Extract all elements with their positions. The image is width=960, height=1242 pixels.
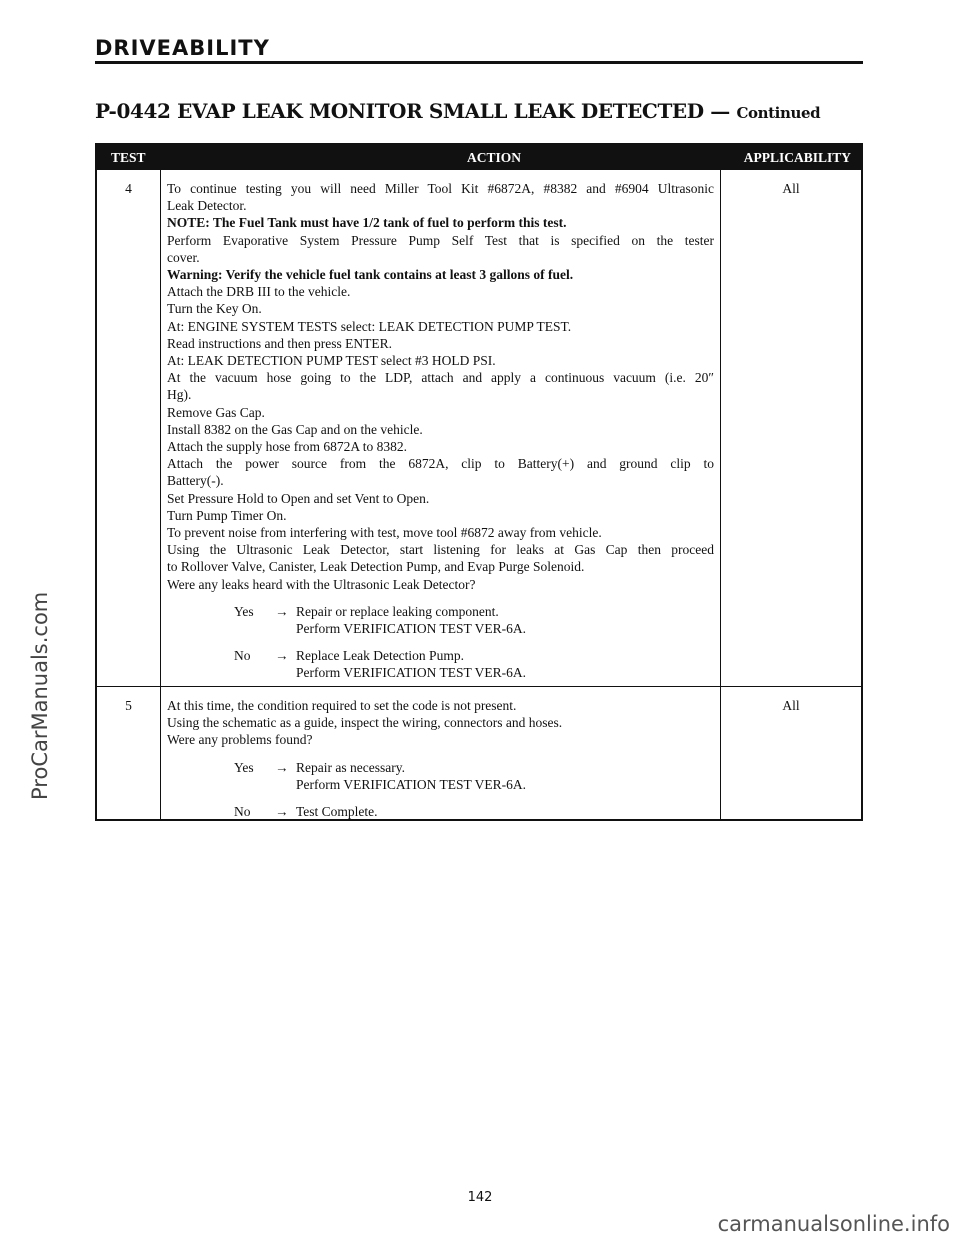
- choice-no: [161, 647, 720, 681]
- action-line: Were any problems found?: [167, 732, 313, 748]
- page-title-main: P-0442 EVAP LEAK MONITOR SMALL LEAK DETECTED —: [95, 99, 730, 123]
- table-row-test-5: [97, 687, 861, 819]
- action-line: Set Pressure Hold to Open and set Vent to Open.: [167, 490, 430, 506]
- action-lines: [161, 697, 720, 749]
- action-line: NOTE: The Fuel Tank must have 1/2 tank of fuel to perform this test.: [167, 215, 567, 231]
- applicability-value: All: [782, 181, 800, 196]
- choice-option: No: [234, 647, 251, 663]
- table-row-test-4: [97, 170, 861, 686]
- action-line: Turn Pump Timer On.: [167, 507, 287, 523]
- applicability-value: All: [782, 698, 800, 713]
- table-header: [97, 145, 861, 170]
- action-line: At this time, the condition required to set the code is not present.: [167, 698, 517, 713]
- section-heading: DRIVEABILITY: [95, 36, 270, 60]
- choice-result: Replace Leak Detection Pump.: [296, 647, 464, 663]
- action-line: Attach the power source from the 6872A, clip to Battery(+) and ground clip to: [167, 456, 714, 472]
- action-line: Turn the Key On.: [167, 301, 262, 317]
- action-line: At the vacuum hose going to the LDP, attach and apply a continuous vacuum (i.e. 20″: [167, 370, 714, 386]
- header-applicability: APPLICABILITY: [743, 150, 851, 165]
- action-line: Warning: Verify the vehicle fuel tank contains at least 3 gallons of fuel.: [167, 267, 574, 283]
- action-line: Using the schematic as a guide, inspect the wiring, connectors and hoses.: [167, 715, 563, 731]
- action-line: Remove Gas Cap.: [167, 404, 265, 420]
- action-line: Attach the supply hose from 6872A to 8382.: [167, 439, 407, 455]
- choice-no: [161, 803, 720, 820]
- heading-rule: [95, 61, 863, 64]
- test-number: 5: [125, 698, 132, 713]
- choice-result-secondary: Perform VERIFICATION TEST VER-6A.: [296, 620, 527, 636]
- action-line: Install 8382 on the Gas Cap and on the vehicle.: [167, 421, 423, 437]
- action-line: to Rollover Valve, Canister, Leak Detection Pump, and Evap Purge Solenoid.: [167, 559, 585, 575]
- action-line: At: ENGINE SYSTEM TESTS select: LEAK DETECTION PUMP TEST.: [167, 318, 572, 334]
- choice-option: Yes: [234, 603, 254, 619]
- diagnostic-table: [95, 143, 863, 821]
- action-line: Battery(-).: [167, 473, 224, 489]
- arrow-icon: →: [275, 759, 289, 775]
- action-lines: [161, 180, 720, 593]
- header-action: ACTION: [467, 150, 522, 165]
- action-cell: [161, 180, 720, 681]
- action-cell: [161, 697, 720, 820]
- action-line: To prevent noise from interfering with test, move tool #6872 away from vehicle.: [167, 525, 602, 541]
- header-test: TEST: [111, 150, 146, 165]
- choice-result-secondary: Perform VERIFICATION TEST VER-6A.: [296, 664, 527, 680]
- arrow-icon: →: [275, 803, 289, 819]
- choice-option: No: [234, 803, 251, 819]
- footer-url: carmanualsonline.info: [717, 1212, 950, 1236]
- test-number: 4: [125, 181, 132, 196]
- choice-yes: [161, 603, 720, 637]
- page-title-continued: Continued: [736, 104, 821, 122]
- choices: [161, 603, 720, 681]
- arrow-icon: →: [275, 647, 289, 663]
- page-title: [95, 99, 820, 123]
- action-line: At: LEAK DETECTION PUMP TEST select #3 HOLD PSI.: [167, 353, 496, 369]
- arrow-icon: →: [275, 603, 289, 619]
- action-line: To continue testing you will need Miller Tool Kit #6872A, #8382 and #6904 Ultrasonic: [167, 181, 714, 196]
- choices: [161, 759, 720, 820]
- watermark-text: ProCarManuals.com: [28, 591, 52, 800]
- page-number: 142: [467, 1190, 493, 1205]
- choice-result: Repair or replace leaking component.: [296, 603, 499, 619]
- choice-option: Yes: [234, 759, 254, 775]
- action-line: Using the Ultrasonic Leak Detector, start listening for leaks at Gas Cap then proceed: [167, 542, 714, 558]
- choice-result: Test Complete.: [296, 803, 378, 819]
- action-line: Read instructions and then press ENTER.: [167, 335, 392, 351]
- choice-result: Repair as necessary.: [296, 759, 405, 775]
- action-line: cover.: [167, 249, 200, 265]
- choice-result-secondary: Perform VERIFICATION TEST VER-6A.: [296, 776, 527, 792]
- action-line: Attach the DRB III to the vehicle.: [167, 284, 351, 300]
- action-line: Perform Evaporative System Pressure Pump Self Test that is specified on the tester: [167, 232, 714, 248]
- action-line: Hg).: [167, 387, 192, 403]
- action-line: Leak Detector.: [167, 198, 247, 214]
- action-line: Were any leaks heard with the Ultrasonic Leak Detector?: [167, 576, 476, 592]
- choice-yes: [161, 759, 720, 793]
